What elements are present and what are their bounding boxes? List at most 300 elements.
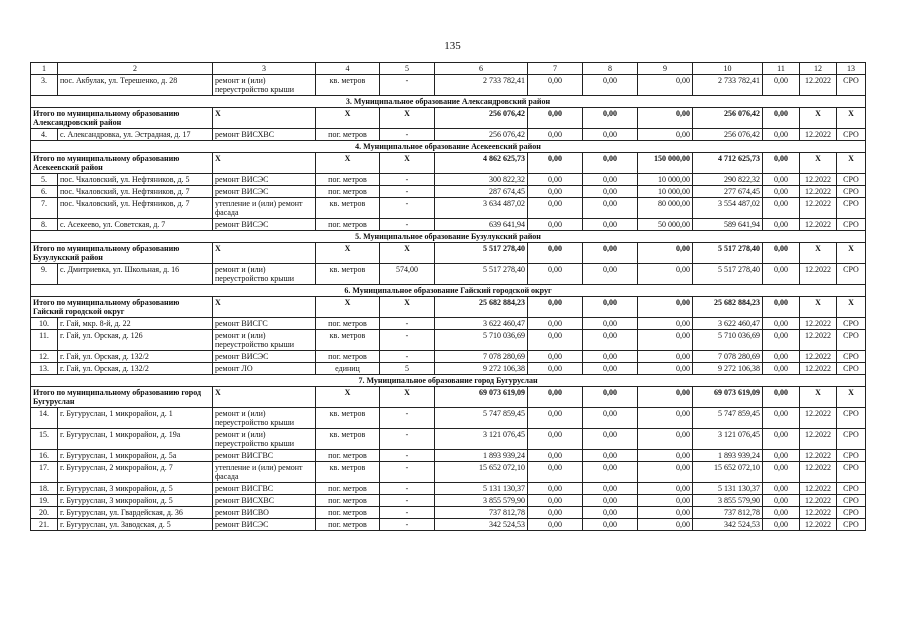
- table-cell: утепление и (или) ремонт фасада: [213, 462, 316, 483]
- table-cell: 0,00: [583, 483, 638, 495]
- table-cell: -: [380, 429, 435, 450]
- subtotal-cell: X: [316, 108, 380, 129]
- table-cell: -: [380, 462, 435, 483]
- section-heading-row: [31, 285, 866, 297]
- table-cell: 0,00: [583, 507, 638, 519]
- table-cell: 8.: [31, 219, 58, 231]
- table-cell: 0,00: [583, 351, 638, 363]
- table-cell: ремонт ВИСХВС: [213, 129, 316, 141]
- table-row: [31, 318, 866, 330]
- table-cell: г. Бугуруслан, 1 микрорайон, д. 1: [58, 408, 213, 429]
- table-cell: 13.: [31, 363, 58, 375]
- table-cell: г. Бугуруслан, 2 микрорайон, д. 7: [58, 462, 213, 483]
- table-cell: кв. метров: [316, 462, 380, 483]
- table-cell: г. Бугуруслан, ул. Гвардейская, д. 36: [58, 507, 213, 519]
- table-cell: -: [380, 351, 435, 363]
- subtotal-cell: X: [837, 243, 866, 264]
- table-cell: ремонт и (или) переустройство крыши: [213, 264, 316, 285]
- table-cell: 11.: [31, 330, 58, 351]
- table-cell: 12.2022: [800, 264, 837, 285]
- table-cell: 2 733 782,41: [693, 75, 763, 96]
- table-cell: пог. метров: [316, 186, 380, 198]
- table-row: [31, 264, 866, 285]
- subtotal-cell: 0,00: [528, 108, 583, 129]
- header-cell: 4: [316, 63, 380, 75]
- table-cell: ремонт ВИСЭС: [213, 186, 316, 198]
- section-heading: 5. Муниципальное образование Бузулукский район: [31, 231, 866, 243]
- table-cell: 80 000,00: [638, 198, 693, 219]
- table-cell: 12.2022: [800, 408, 837, 429]
- section-heading-row: [31, 375, 866, 387]
- table-cell: 0,00: [528, 495, 583, 507]
- table-cell: СРО: [837, 318, 866, 330]
- table-cell: 0,00: [763, 450, 800, 462]
- subtotal-cell: 0,00: [763, 297, 800, 318]
- header-cell: 9: [638, 63, 693, 75]
- subtotal-cell: 0,00: [763, 108, 800, 129]
- table-cell: 0,00: [583, 408, 638, 429]
- table-cell: 0,00: [763, 429, 800, 450]
- header-cell: 13: [837, 63, 866, 75]
- table-cell: пог. метров: [316, 129, 380, 141]
- table-cell: кв. метров: [316, 264, 380, 285]
- table-cell: 0,00: [528, 450, 583, 462]
- subtotal-cell: X: [213, 387, 316, 408]
- table-cell: 3 622 460,47: [435, 318, 528, 330]
- table-cell: -: [380, 495, 435, 507]
- table-cell: 4.: [31, 129, 58, 141]
- table-cell: ремонт и (или) переустройство крыши: [213, 408, 316, 429]
- table-cell: пог. метров: [316, 318, 380, 330]
- table-cell: пог. метров: [316, 174, 380, 186]
- table-cell: 0,00: [763, 174, 800, 186]
- section-heading-row: [31, 141, 866, 153]
- table-cell: 16.: [31, 450, 58, 462]
- subtotal-cell: 0,00: [583, 108, 638, 129]
- table-cell: 256 076,42: [693, 129, 763, 141]
- table-cell: 12.2022: [800, 330, 837, 351]
- section-heading: 3. Муниципальное образование Александровский район: [31, 96, 866, 108]
- table-cell: 0,00: [528, 408, 583, 429]
- table-cell: 3 855 579,90: [693, 495, 763, 507]
- table-cell: 12.2022: [800, 198, 837, 219]
- table-cell: 5 131 130,37: [693, 483, 763, 495]
- table-row: [31, 186, 866, 198]
- table-row: [31, 75, 866, 96]
- table-cell: 3 634 487,02: [435, 198, 528, 219]
- subtotal-cell: X: [316, 297, 380, 318]
- table-cell: СРО: [837, 507, 866, 519]
- header-cell: 6: [435, 63, 528, 75]
- subtotal-label: Итого по муниципальному образованию Асекеевский район: [31, 153, 213, 174]
- table-cell: -: [380, 450, 435, 462]
- section-heading-row: [31, 96, 866, 108]
- subtotal-cell: 0,00: [763, 153, 800, 174]
- subtotal-cell: X: [837, 108, 866, 129]
- table-cell: ремонт ВИСХВС: [213, 495, 316, 507]
- table-cell: 0,00: [763, 363, 800, 375]
- table-cell: 9 272 106,38: [693, 363, 763, 375]
- table-cell: 0,00: [638, 330, 693, 351]
- table-cell: 3 121 076,45: [693, 429, 763, 450]
- table-cell: СРО: [837, 264, 866, 285]
- table-cell: 0,00: [638, 351, 693, 363]
- table-cell: 0,00: [583, 186, 638, 198]
- table-cell: 9.: [31, 264, 58, 285]
- subtotal-cell: 0,00: [583, 153, 638, 174]
- table-cell: 0,00: [763, 219, 800, 231]
- table-cell: ремонт ВИСГС: [213, 318, 316, 330]
- table-cell: 290 822,32: [693, 174, 763, 186]
- table-cell: ремонт и (или) переустройство крыши: [213, 429, 316, 450]
- table-cell: 0,00: [763, 186, 800, 198]
- table-cell: кв. метров: [316, 408, 380, 429]
- table-cell: 0,00: [528, 318, 583, 330]
- table-cell: 0,00: [763, 462, 800, 483]
- table-cell: 0,00: [583, 219, 638, 231]
- table-cell: 6.: [31, 186, 58, 198]
- table-cell: пог. метров: [316, 219, 380, 231]
- table-cell: ремонт ВИСЭС: [213, 351, 316, 363]
- table-cell: -: [380, 75, 435, 96]
- table-cell: 0,00: [583, 462, 638, 483]
- table-cell: СРО: [837, 450, 866, 462]
- header-cell: 12: [800, 63, 837, 75]
- table-cell: СРО: [837, 462, 866, 483]
- header-cell: 10: [693, 63, 763, 75]
- table-cell: 3 121 076,45: [435, 429, 528, 450]
- subtotal-cell: X: [837, 153, 866, 174]
- section-heading: 4. Муниципальное образование Асекеевский район: [31, 141, 866, 153]
- table-row: [31, 174, 866, 186]
- table-cell: -: [380, 129, 435, 141]
- table-cell: 1 893 939,24: [693, 450, 763, 462]
- table-cell: 256 076,42: [435, 129, 528, 141]
- table-cell: 0,00: [528, 264, 583, 285]
- subtotal-cell: X: [213, 108, 316, 129]
- table-cell: г. Гай, ул. Орская, д. 132/2: [58, 351, 213, 363]
- subtotal-cell: 0,00: [638, 387, 693, 408]
- table-cell: кв. метров: [316, 198, 380, 219]
- subtotal-cell: X: [316, 387, 380, 408]
- table-cell: 12.2022: [800, 129, 837, 141]
- table-cell: ремонт и (или) переустройство крыши: [213, 330, 316, 351]
- table-cell: 12.2022: [800, 351, 837, 363]
- subtotal-cell: 25 682 884,23: [435, 297, 528, 318]
- subtotal-cell: 0,00: [528, 153, 583, 174]
- subtotal-cell: X: [380, 387, 435, 408]
- table-cell: 0,00: [638, 429, 693, 450]
- table-cell: ремонт ЛО: [213, 363, 316, 375]
- table-row: [31, 507, 866, 519]
- table-cell: 0,00: [583, 129, 638, 141]
- table-cell: СРО: [837, 219, 866, 231]
- subtotal-cell: X: [800, 108, 837, 129]
- subtotal-cell: X: [837, 297, 866, 318]
- table-cell: 2 733 782,41: [435, 75, 528, 96]
- table-cell: СРО: [837, 174, 866, 186]
- header-cell: 8: [583, 63, 638, 75]
- table-cell: 0,00: [638, 264, 693, 285]
- table-cell: пог. метров: [316, 450, 380, 462]
- table-cell: 12.2022: [800, 219, 837, 231]
- table-cell: 0,00: [583, 198, 638, 219]
- subtotal-cell: 0,00: [528, 297, 583, 318]
- table-cell: 0,00: [583, 174, 638, 186]
- table-cell: 15.: [31, 429, 58, 450]
- subtotal-cell: X: [316, 243, 380, 264]
- table-cell: 7.: [31, 198, 58, 219]
- table-cell: 19.: [31, 495, 58, 507]
- subtotal-cell: 0,00: [583, 297, 638, 318]
- subtotal-cell: 256 076,42: [693, 108, 763, 129]
- header-cell: 2: [58, 63, 213, 75]
- table-cell: 7 078 280,69: [693, 351, 763, 363]
- table-cell: 14.: [31, 408, 58, 429]
- table-cell: 0,00: [638, 75, 693, 96]
- table-cell: 9 272 106,38: [435, 363, 528, 375]
- table-cell: 0,00: [638, 363, 693, 375]
- table-cell: г. Бугуруслан, ул. Заводская, д. 5: [58, 519, 213, 531]
- table-cell: 5 131 130,37: [435, 483, 528, 495]
- subtotal-cell: 0,00: [638, 108, 693, 129]
- table-cell: 0,00: [763, 264, 800, 285]
- table-cell: 0,00: [763, 408, 800, 429]
- table-cell: СРО: [837, 519, 866, 531]
- table-cell: 0,00: [583, 75, 638, 96]
- table-cell: 12.2022: [800, 318, 837, 330]
- table-cell: утепление и (или) ремонт фасада: [213, 198, 316, 219]
- subtotal-cell: 0,00: [638, 243, 693, 264]
- table-cell: 0,00: [638, 483, 693, 495]
- subtotal-cell: 69 073 619,09: [435, 387, 528, 408]
- table-cell: 0,00: [528, 363, 583, 375]
- table-cell: 0,00: [638, 495, 693, 507]
- table-cell: 0,00: [638, 462, 693, 483]
- table-cell: 0,00: [528, 186, 583, 198]
- table-cell: 287 674,45: [435, 186, 528, 198]
- table-cell: пог. метров: [316, 507, 380, 519]
- table-cell: 0,00: [763, 507, 800, 519]
- table-cell: кв. метров: [316, 330, 380, 351]
- header-cell: 3: [213, 63, 316, 75]
- header-cell: 11: [763, 63, 800, 75]
- subtotal-row: [31, 108, 866, 129]
- table-cell: 0,00: [528, 507, 583, 519]
- table-cell: ремонт ВИСГВС: [213, 483, 316, 495]
- subtotal-label: Итого по муниципальному образованию город Бугуруслан: [31, 387, 213, 408]
- table-cell: 0,00: [763, 330, 800, 351]
- header-row: [31, 63, 866, 75]
- table-cell: 574,00: [380, 264, 435, 285]
- table-cell: 0,00: [763, 483, 800, 495]
- subtotal-label: Итого по муниципальному образованию Бузулукский район: [31, 243, 213, 264]
- table-row: [31, 363, 866, 375]
- subtotal-cell: 150 000,00: [638, 153, 693, 174]
- table-cell: 342 524,53: [693, 519, 763, 531]
- subtotal-row: [31, 153, 866, 174]
- table-cell: г. Гай, ул. Орская, д. 132/2: [58, 363, 213, 375]
- table-cell: пог. метров: [316, 519, 380, 531]
- table-cell: 0,00: [528, 198, 583, 219]
- table-cell: 5 747 859,45: [693, 408, 763, 429]
- table-row: [31, 462, 866, 483]
- table-cell: СРО: [837, 408, 866, 429]
- subtotal-cell: 5 517 278,40: [693, 243, 763, 264]
- table-cell: -: [380, 483, 435, 495]
- table-cell: 639 641,94: [435, 219, 528, 231]
- table-cell: 0,00: [528, 483, 583, 495]
- subtotal-cell: X: [213, 153, 316, 174]
- table-cell: ремонт ВИСЭС: [213, 174, 316, 186]
- table-row: [31, 330, 866, 351]
- table-cell: 0,00: [638, 450, 693, 462]
- table-cell: 0,00: [528, 519, 583, 531]
- subtotal-cell: 0,00: [763, 243, 800, 264]
- table-cell: 10.: [31, 318, 58, 330]
- table-cell: 3 855 579,90: [435, 495, 528, 507]
- table-cell: 0,00: [763, 198, 800, 219]
- table-cell: ремонт и (или) переустройство крыши: [213, 75, 316, 96]
- subtotal-cell: 0,00: [638, 297, 693, 318]
- table-cell: 21.: [31, 519, 58, 531]
- subtotal-row: [31, 387, 866, 408]
- table-cell: 3 622 460,47: [693, 318, 763, 330]
- table-row: [31, 351, 866, 363]
- table-cell: СРО: [837, 186, 866, 198]
- table-cell: 15 652 072,10: [435, 462, 528, 483]
- section-heading-row: [31, 231, 866, 243]
- table-cell: 300 822,32: [435, 174, 528, 186]
- table-cell: 5: [380, 363, 435, 375]
- table-row: [31, 519, 866, 531]
- table-row: [31, 450, 866, 462]
- table-cell: 0,00: [583, 495, 638, 507]
- table-cell: пос. Чкаловский, ул. Нефтяников, д. 5: [58, 174, 213, 186]
- table-row: [31, 483, 866, 495]
- table-row: [31, 429, 866, 450]
- table-cell: 0,00: [638, 507, 693, 519]
- table-cell: 5 710 036,69: [693, 330, 763, 351]
- header-cell: 7: [528, 63, 583, 75]
- table-cell: с. Асекеево, ул. Советская, д. 7: [58, 219, 213, 231]
- table-cell: 12.2022: [800, 519, 837, 531]
- table-cell: пос. Чкаловский, ул. Нефтяников, д. 7: [58, 198, 213, 219]
- header-cell: 1: [31, 63, 58, 75]
- table-cell: 0,00: [763, 75, 800, 96]
- table-cell: 12.2022: [800, 174, 837, 186]
- table-cell: 342 524,53: [435, 519, 528, 531]
- table-cell: СРО: [837, 330, 866, 351]
- table-cell: 50 000,00: [638, 219, 693, 231]
- table-cell: кв. метров: [316, 75, 380, 96]
- table-cell: СРО: [837, 495, 866, 507]
- subtotal-cell: 0,00: [528, 243, 583, 264]
- table-cell: 5.: [31, 174, 58, 186]
- subtotal-cell: X: [380, 108, 435, 129]
- table-cell: 0,00: [528, 219, 583, 231]
- table-cell: 0,00: [638, 318, 693, 330]
- table-cell: 0,00: [638, 519, 693, 531]
- subtotal-label: Итого по муниципальному образованию Гайский городской округ: [31, 297, 213, 318]
- subtotal-cell: X: [800, 387, 837, 408]
- table-cell: 0,00: [763, 519, 800, 531]
- subtotal-row: [31, 297, 866, 318]
- table-cell: 3 554 487,02: [693, 198, 763, 219]
- table-cell: 10 000,00: [638, 174, 693, 186]
- table-cell: 0,00: [528, 129, 583, 141]
- table-cell: 5 517 278,40: [693, 264, 763, 285]
- table-cell: 5 710 036,69: [435, 330, 528, 351]
- table-cell: 10 000,00: [638, 186, 693, 198]
- table-cell: 3.: [31, 75, 58, 96]
- table-cell: СРО: [837, 429, 866, 450]
- table-row: [31, 408, 866, 429]
- table-cell: 12.2022: [800, 483, 837, 495]
- section-heading: 6. Муниципальное образование Гайский городской округ: [31, 285, 866, 297]
- table-cell: -: [380, 330, 435, 351]
- table-cell: г. Гай, ул. Орская, д. 126: [58, 330, 213, 351]
- table-cell: 12.2022: [800, 462, 837, 483]
- subtotal-cell: X: [837, 387, 866, 408]
- table-cell: 0,00: [583, 519, 638, 531]
- table-cell: 0,00: [528, 75, 583, 96]
- table-cell: г. Бугуруслан, 3 микрорайон, д. 5: [58, 483, 213, 495]
- table-cell: пос. Акбулак, ул. Терешенко, д. 28: [58, 75, 213, 96]
- table-cell: пог. метров: [316, 483, 380, 495]
- table-cell: СРО: [837, 363, 866, 375]
- table-cell: -: [380, 408, 435, 429]
- table-cell: 0,00: [528, 462, 583, 483]
- table-cell: г. Бугуруслан, 1 микрорайон, д. 19а: [58, 429, 213, 450]
- subtotal-cell: X: [800, 297, 837, 318]
- table-cell: 12.2022: [800, 495, 837, 507]
- table-cell: 20.: [31, 507, 58, 519]
- table-cell: 737 812,78: [435, 507, 528, 519]
- table-cell: 589 641,94: [693, 219, 763, 231]
- subtotal-cell: X: [380, 243, 435, 264]
- subtotal-cell: 25 682 884,23: [693, 297, 763, 318]
- repair-program-table: [30, 62, 866, 531]
- table-cell: ремонт ВИСЭС: [213, 219, 316, 231]
- table-cell: 12.2022: [800, 450, 837, 462]
- table-cell: -: [380, 519, 435, 531]
- subtotal-cell: X: [800, 243, 837, 264]
- table-cell: -: [380, 318, 435, 330]
- table-cell: -: [380, 186, 435, 198]
- subtotal-cell: 69 073 619,09: [693, 387, 763, 408]
- table-cell: 15 652 072,10: [693, 462, 763, 483]
- table-cell: 0,00: [583, 363, 638, 375]
- subtotal-cell: 4 862 625,73: [435, 153, 528, 174]
- subtotal-cell: X: [380, 153, 435, 174]
- table-cell: -: [380, 174, 435, 186]
- subtotal-cell: X: [380, 297, 435, 318]
- table-cell: 0,00: [583, 450, 638, 462]
- table-cell: 12.2022: [800, 75, 837, 96]
- subtotal-label: Итого по муниципальному образованию Александровский район: [31, 108, 213, 129]
- table-cell: пог. метров: [316, 495, 380, 507]
- table-cell: г. Гай, мкр. 8-й, д. 22: [58, 318, 213, 330]
- table-cell: 0,00: [638, 129, 693, 141]
- table-cell: 18.: [31, 483, 58, 495]
- table-cell: 0,00: [528, 330, 583, 351]
- table-cell: 12.2022: [800, 429, 837, 450]
- table-cell: СРО: [837, 129, 866, 141]
- subtotal-cell: 0,00: [528, 387, 583, 408]
- table-cell: 1 893 939,24: [435, 450, 528, 462]
- table-cell: кв. метров: [316, 429, 380, 450]
